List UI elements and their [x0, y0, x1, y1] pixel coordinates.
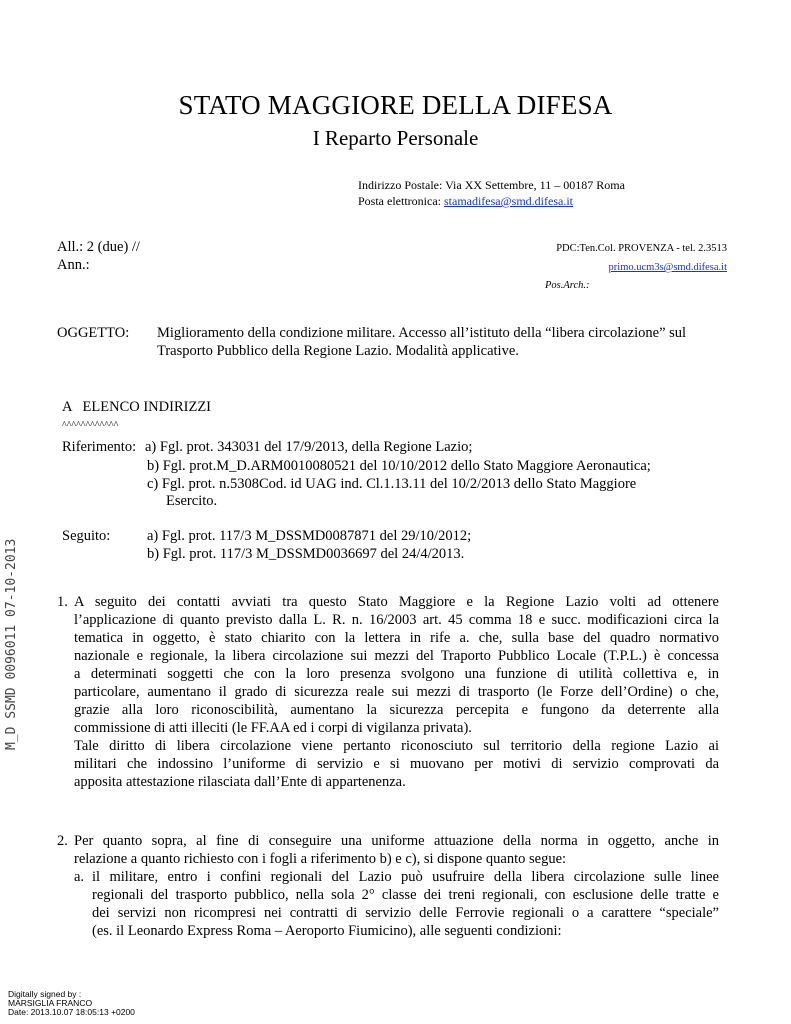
para2-body — [74, 832, 719, 868]
oggetto-line-2: Trasporto Pubblico della Regione Lazio. Modalità applicative. — [157, 343, 519, 359]
pdc-contact: PDC:Ten.Col. PROVENZA - tel. 2.3513 — [556, 243, 727, 254]
seguito-label: Seguito: — [62, 528, 111, 544]
para1-number: 1. — [57, 594, 68, 610]
email-label: Posta elettronica: — [358, 194, 444, 208]
para1-cont-line: militari che indossino l’uniforme di servizio e si muovano per motivi di servizio comprovati da — [74, 756, 719, 772]
para2-sub-a-body — [92, 868, 719, 940]
elenco-underline: ^^^^^^^^^^^^ — [62, 420, 119, 431]
sub-a-line: dei servizi non ricompresi nei contratti di servizio delle Ferrovie regionali o a carattere “speciale” — [92, 905, 719, 921]
annessi: Ann.: — [57, 257, 90, 273]
protocol-stamp — [0, 505, 20, 765]
para1-line: grazie alla loro riconoscibilità, aumentano la sicurezza percepita e fungono da deterrente alla — [74, 702, 719, 718]
document-subtitle: I Reparto Personale — [312, 126, 479, 150]
sub-a-line: (es. il Leonardo Express Roma – Aeroporto Fiumicino), alle seguenti condizioni: — [92, 923, 562, 939]
protocol-stamp-text: M_D SSMD 0096011 07-10-2013 — [4, 538, 19, 750]
elenco-indirizzi: A ELENCO INDIRIZZI — [62, 399, 212, 415]
pdc-email-link[interactable]: primo.ucm3s@smd.difesa.it — [608, 262, 727, 273]
para1-cont-line: Tale diritto di libera circolazione viene pertanto riconosciuto sul territorio della regione Lazio ai — [74, 738, 719, 754]
email-line — [358, 194, 573, 209]
riferimento-c: c) Fgl. prot. n.5308Cod. id UAG ind. Cl.1.13.11 del 10/2/2013 dello Stato Maggiore — [147, 476, 637, 492]
signature-line-3: Date: 2013.10.07 18:05:13 +0200 — [8, 1007, 135, 1017]
para1-line: tematica in oggetto, è stato chiarito con la lettera in rife a. che, sulla base del quadro normativo — [74, 630, 719, 646]
seguito-a: a) Fgl. prot. 117/3 M_DSSMD0087871 del 29/10/2012; — [147, 528, 472, 544]
para1-line: A seguito dei contatti avviati tra questo Stato Maggiore e la Regione Lazio volti ad ottenere — [74, 594, 719, 610]
para1-line: nazionale e regionale, la libera circolazione sui mezzi del Traporto Pubblico Locale (T.P.L.) è concessa — [74, 648, 719, 664]
oggetto-label: OGGETTO: — [57, 325, 130, 341]
riferimento-c-cont: Esercito. — [166, 493, 218, 509]
sub-a-line: il militare, entro i confini regionali del Lazio può usufruire della libera circolazione sulle linee — [92, 869, 719, 885]
sub-a-line: regionali del trasporto pubblico, nella sola 2° classe dei treni regionali, con esclusione delle tratte e — [92, 887, 719, 903]
allegati: All.: 2 (due) // — [57, 239, 140, 255]
para1-body — [74, 593, 719, 737]
para2-line: Per quanto sopra, al fine di conseguire una uniforme attuazione della norma in oggetto, anche in — [74, 833, 719, 849]
para2-line: relazione a quanto richiesto con i fogli a riferimento b) e c), si dispone quanto segue: — [74, 851, 567, 867]
para1-cont-line: apposita attestazione rilasciata dall’Ente di appartenenza. — [74, 774, 406, 790]
para2-sub-a-label: a. — [74, 869, 85, 885]
signature-line-2: MARSIGLIA FRANCO — [8, 998, 93, 1008]
pos-arch: Pos.Arch.: — [545, 280, 590, 291]
para1-continuation — [74, 737, 719, 791]
oggetto-line-1: Miglioramento della condizione militare. Accesso all’istituto della “libera circolazione” sul — [157, 325, 687, 341]
riferimento-a: a) Fgl. prot. 343031 del 17/9/2013, della Regione Lazio; — [145, 439, 473, 455]
para2-number: 2. — [57, 833, 68, 849]
para1-line: a determinati soggetti che con la loro presenza svolgono una funzione di utilità collettiva e, in — [74, 666, 719, 682]
seguito-b: b) Fgl. prot. 117/3 M_DSSMD0036697 del 24/4/2013. — [147, 546, 465, 562]
postal-address: Indirizzo Postale: Via XX Settembre, 11 – 00187 Roma — [358, 178, 625, 192]
riferimento-label: Riferimento: — [62, 439, 137, 455]
riferimento-b: b) Fgl. prot.M_D.ARM0010080521 del 10/10/2012 dello Stato Maggiore Aeronautica; — [147, 458, 651, 474]
signature-line-1: Digitally signed by : — [8, 989, 82, 999]
document-title: STATO MAGGIORE DELLA DIFESA — [178, 90, 613, 120]
para1-line: commissione di atti illeciti (le FF.AA ed i corpi di vigilanza privata). — [74, 720, 472, 736]
para1-line: particolare, aumentano il grado di sicurezza reale sui mezzi di trasporto (le Forze dell’Ordine) o che, — [74, 684, 719, 700]
email-link[interactable]: stamadifesa@smd.difesa.it — [443, 194, 574, 208]
para1-line: l’applicazione di quanto previsto dalla L. R. n. 16/2003 art. 45 comma 18 e succ. modificazioni circa la — [74, 612, 719, 628]
